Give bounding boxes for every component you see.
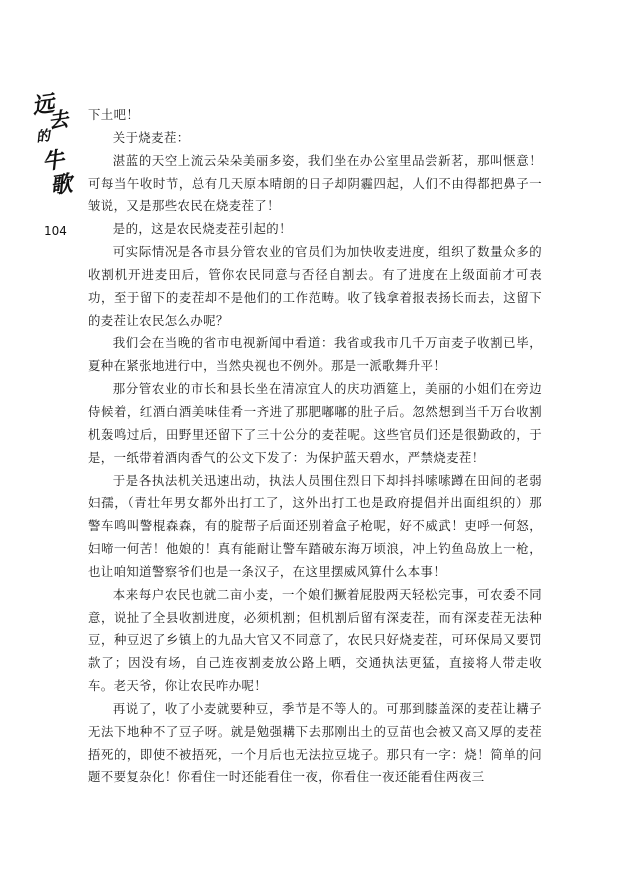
paragraph: 本来每户农民也就二亩小麦，一个娘们撅着屁股两天轻松完事，可农委不同意，说扯了全县收割进度，必须机割；但机割后留有深麦茬，而有深麦茬无法种豆，种豆迟了乡镇上的九品大官又不同意了，农民只好烧麦茬，可环保局又要罚款了；因没有场，自己连夜割麦放公路上晒，交通执法更猛，直接将人带走收车。老天爷，你让农民咋办呢！ <box>88 586 542 694</box>
paragraph: 于是各执法机关迅速出动，执法人员围住烈日下却抖抖嗦嗦蹲在田间的老弱妇孺，（青壮年男女都外出打工了，这外出打工也是政府提倡并出面组织的）那警车鸣叫警棍森森，有的腚帮子后面还别着盒子枪呢，好不威武！吏呼一何怒，妇啼一何苦！他娘的！真有能耐让警车踏破东海万顷浪，冲上钓鱼岛放上一枪，也让咱知道警察爷们也是一条汉子，在这里摆威风算什么本事！ <box>88 472 542 579</box>
paragraph: 关于烧麦茬： <box>112 129 190 145</box>
paragraph: 我们会在当晚的省市电视新闻中看道：我省或我市几千万亩麦子收割已毕，夏种在紧张地进行中，当然央视也不例外。那是一派歌舞升平！ <box>88 335 542 374</box>
body-text <box>88 104 542 789</box>
book-title-vertical <box>30 88 78 198</box>
paragraph: 是的，这是农民烧麦茬引起的！ <box>112 221 292 237</box>
paragraph: 下土吧！ <box>88 107 140 122</box>
page-number: 104 <box>44 224 67 238</box>
title-char: 去 <box>46 106 70 134</box>
paragraph: 湛蓝的天空上流云朵朵美丽多姿，我们坐在办公室里品尝新茗，那叫惬意！可每当午收时节，总有几天原本晴朗的日子却阴霾四起，人们不由得都把鼻子一皱说，又是那些农民在烧麦茬了！ <box>88 152 542 214</box>
title-char: 牛 <box>40 146 66 176</box>
title-char: 远 <box>30 90 56 120</box>
paragraph: 那分管农业的市长和县长坐在清凉宜人的庆功酒筵上，美丽的小姐们在旁边侍候着，红酒白酒美味佳肴一齐进了那肥嘟嘟的肚子后。忽然想到当千万台收割机轰鸣过后，田野里还留下了三十公分的麦茬呢。这些官员们还是很勤政的，于是，一纸带着酒肉香气的公文下发了：为保护蓝天碧水，严禁烧麦茬！ <box>88 381 542 465</box>
paragraph: 可实际情况是各市县分管农业的官员们为加快收麦进度，组织了数量众多的收割机开进麦田后，管你农民同意与否径自割去。有了进度在上级面前才可表功，至于留下的麦茬却不是他们的工作范畴。收了钱拿着报表扬长而去，这留下的麦茬让农民怎么办呢？ <box>88 244 542 328</box>
paragraph: 再说了，收了小麦就要种豆，季节是不等人的。可那到膝盖深的麦茬让耩子无法下地种不了豆子呀。就是勉强耩下去那刚出土的豆苗也会被又高又厚的麦茬捂死的，即使不被捂死，一个月后也无法拉豆垅子。那只有一字：烧！简单的问题不要复杂化！你看住一时还能看住一夜，你看住一夜还能看住两夜三 <box>88 700 542 785</box>
title-char: 歌 <box>48 170 74 200</box>
title-char: 的 <box>35 128 52 146</box>
